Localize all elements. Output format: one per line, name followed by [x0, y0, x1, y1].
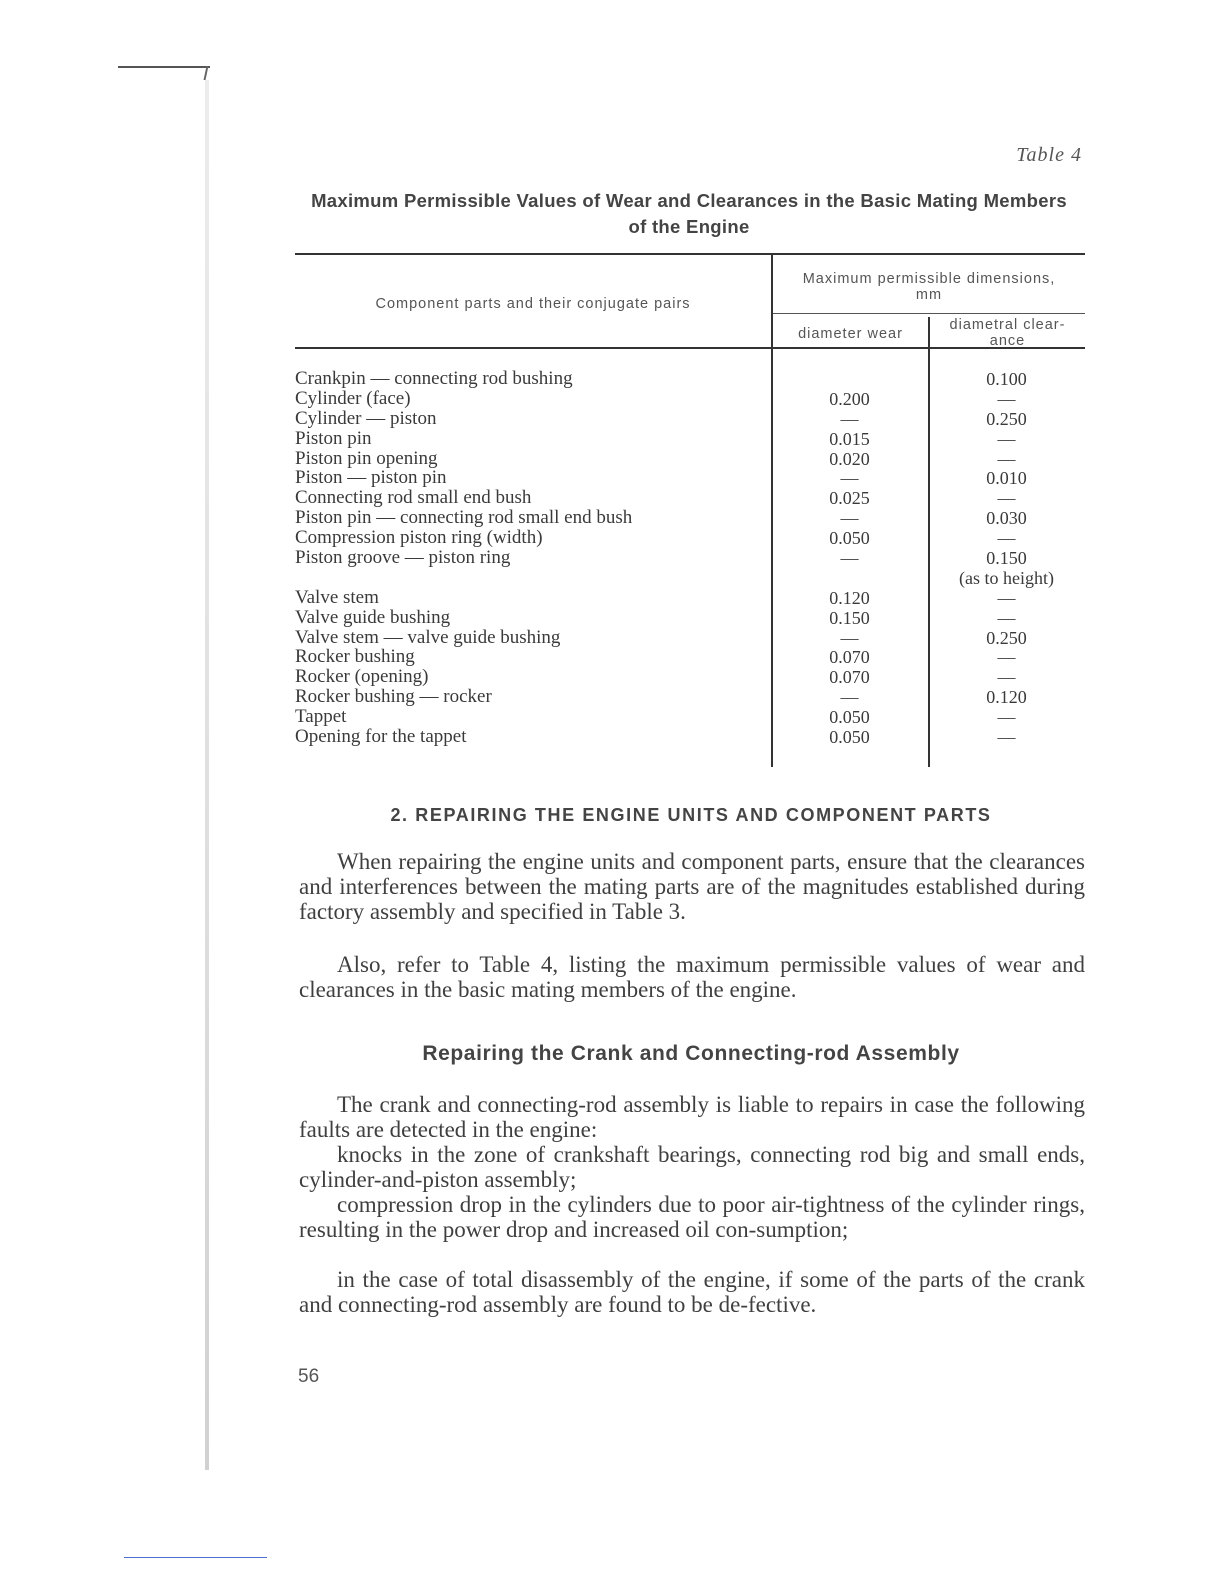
- component-cell: Rocker (opening): [295, 666, 429, 688]
- wear-cell: —: [840, 508, 859, 529]
- column-header-diametral-clearance: [930, 317, 1085, 349]
- table-row: [295, 588, 1085, 608]
- clearance-cell: 0.150: [986, 548, 1027, 569]
- body-paragraph: [299, 1093, 1085, 1143]
- component-cell: Piston pin opening: [295, 447, 438, 469]
- paragraph-text: When repairing the engine units and component parts, ensure that the clearances and interferences between the mating parts are of the magnitudes established during factory assembly and specified in Table 3.: [299, 849, 1085, 924]
- clearance-cell: —: [997, 667, 1016, 688]
- clearance-cell: —: [997, 607, 1016, 628]
- table-title-line: of the Engine: [628, 216, 750, 237]
- component-cell: Compression piston ring (width): [295, 527, 543, 549]
- table-row: [295, 727, 1085, 747]
- wear-cell: —: [840, 548, 859, 569]
- column-header-max-dimensions: [773, 271, 1085, 303]
- table-row: [295, 528, 1085, 548]
- subsection-heading: Repairing the Crank and Connecting-rod Assembly: [422, 1042, 960, 1065]
- clearance-cell: —: [997, 707, 1016, 728]
- component-cell: Cylinder (face): [295, 387, 411, 409]
- clearance-cell: —: [997, 727, 1016, 748]
- table-row: [295, 468, 1085, 488]
- body-paragraph: [299, 1143, 1085, 1193]
- wear-cell: 0.050: [829, 727, 870, 748]
- component-cell: Valve guide bushing: [295, 606, 451, 628]
- clearance-cell: 0.250: [986, 627, 1027, 648]
- table-row: [295, 628, 1085, 648]
- clearance-cell: —: [997, 448, 1016, 469]
- paragraph-text: The crank and connecting-rod assembly is liable to repairs in case the following faults are detected in the engine:: [299, 1092, 1085, 1142]
- wear-cell: —: [840, 687, 859, 708]
- wear-cell: —: [840, 468, 859, 489]
- table-number-label: Table 4: [1016, 144, 1082, 166]
- component-cell: Rocker bushing: [295, 646, 415, 668]
- wear-cell: 0.070: [829, 647, 870, 668]
- wear-cell: 0.200: [829, 388, 870, 409]
- header-line: mm: [915, 287, 943, 303]
- paragraph-text: knocks in the zone of crankshaft bearings, connecting rod big and small ends, cylinder-and-piston assembly;: [299, 1142, 1085, 1192]
- wear-cell: 0.150: [829, 607, 870, 628]
- clearance-cell: 0.030: [986, 508, 1027, 529]
- body-paragraph: [299, 1268, 1085, 1318]
- clearance-cell: —: [997, 388, 1016, 409]
- component-cell: Valve stem — valve guide bushing: [295, 626, 561, 648]
- wear-cell: 0.070: [829, 667, 870, 688]
- scan-edge-tick: [204, 66, 209, 80]
- wear-cell: 0.050: [829, 528, 870, 549]
- component-cell: Crankpin — connecting rod bushing: [295, 368, 573, 389]
- wear-cell: 0.015: [829, 428, 870, 449]
- clearance-cell: —: [997, 528, 1016, 549]
- clearance-cell: 0.250: [986, 408, 1027, 429]
- column-header-diameter-wear: diameter wear: [798, 326, 903, 342]
- header-line: Maximum permissible dimensions,: [802, 271, 1056, 287]
- component-cell: Valve stem: [295, 586, 379, 608]
- scan-binding-shadow: [205, 80, 209, 1470]
- body-paragraph: [299, 953, 1085, 1003]
- clearance-cell: 0.010: [986, 468, 1027, 489]
- wear-cell: 0.020: [829, 448, 870, 469]
- component-cell: [295, 568, 771, 588]
- clearance-cell: —: [997, 587, 1016, 608]
- wear-cell: 0.120: [829, 587, 870, 608]
- table-title: [296, 188, 1082, 240]
- table-row: [295, 429, 1085, 449]
- wear-cell: 0.050: [829, 707, 870, 728]
- clearance-cell: —: [997, 428, 1016, 449]
- clearance-cell: —: [997, 647, 1016, 668]
- wear-cell: —: [840, 408, 859, 429]
- header-line: diametral clear-: [949, 317, 1066, 333]
- table-body: [295, 369, 1085, 747]
- component-cell: Opening for the tappet: [295, 726, 467, 748]
- wear-cell: 0.025: [829, 488, 870, 509]
- section-heading: 2. REPAIRING THE ENGINE UNITS AND COMPONENT PARTS: [390, 805, 992, 825]
- wear-clearance-table: [295, 253, 1085, 768]
- component-cell: Connecting rod small end bush: [295, 487, 532, 509]
- clearance-cell: —: [997, 488, 1016, 509]
- paragraph-text: in the case of total disassembly of the engine, if some of the parts of the crank and connecting-rod assembly are found to be de-fective.: [299, 1267, 1085, 1317]
- table-header-subrule: [771, 313, 1085, 314]
- component-cell: Piston — piston pin: [295, 467, 447, 489]
- paragraph-text: Also, refer to Table 4, listing the maximum permissible values of wear and clearances in the basic mating members of the engine.: [299, 952, 1085, 1002]
- component-cell: Piston pin: [295, 427, 372, 449]
- scan-edge-rule: [118, 66, 210, 68]
- clearance-cell: 0.100: [986, 369, 1027, 389]
- table-top-rule: [295, 253, 1085, 255]
- table-title-line: Maximum Permissible Values of Wear and Clearances in the Basic Mating Members: [311, 190, 1067, 211]
- table-row: [295, 568, 1085, 588]
- table-row: [295, 647, 1085, 667]
- component-cell: Cylinder — piston: [295, 407, 437, 429]
- paragraph-text: compression drop in the cylinders due to poor air-tightness of the cylinder rings, resulting in the power drop and increased oil con-sumption;: [299, 1192, 1085, 1242]
- component-cell: Piston pin — connecting rod small end bush: [295, 507, 633, 529]
- component-cell: Rocker bushing — rocker: [295, 686, 492, 708]
- clearance-cell: (as to height): [959, 567, 1054, 588]
- body-paragraph: [299, 1193, 1085, 1243]
- header-line: ance: [989, 333, 1026, 349]
- table-row: [295, 449, 1085, 469]
- clearance-cell: 0.120: [986, 687, 1027, 708]
- table-row: [295, 667, 1085, 687]
- wear-cell: —: [840, 627, 859, 648]
- table-row: [295, 369, 1085, 389]
- table-row: [295, 687, 1085, 707]
- table-row: [295, 389, 1085, 409]
- table-row: [295, 548, 1085, 568]
- table-row: [295, 508, 1085, 528]
- table-row: [295, 409, 1085, 429]
- table-row: [295, 707, 1085, 727]
- wear-cell: [771, 568, 928, 588]
- wear-cell: [771, 369, 928, 389]
- scan-bottom-rule: [124, 1557, 267, 1558]
- column-header-component: Component parts and their conjugate pairs: [375, 296, 691, 312]
- component-cell: Tappet: [295, 706, 347, 728]
- table-row: [295, 488, 1085, 508]
- table-row: [295, 608, 1085, 628]
- component-cell: Piston groove — piston ring: [295, 547, 511, 569]
- page-number: 56: [298, 1366, 320, 1387]
- body-paragraph: [299, 850, 1085, 924]
